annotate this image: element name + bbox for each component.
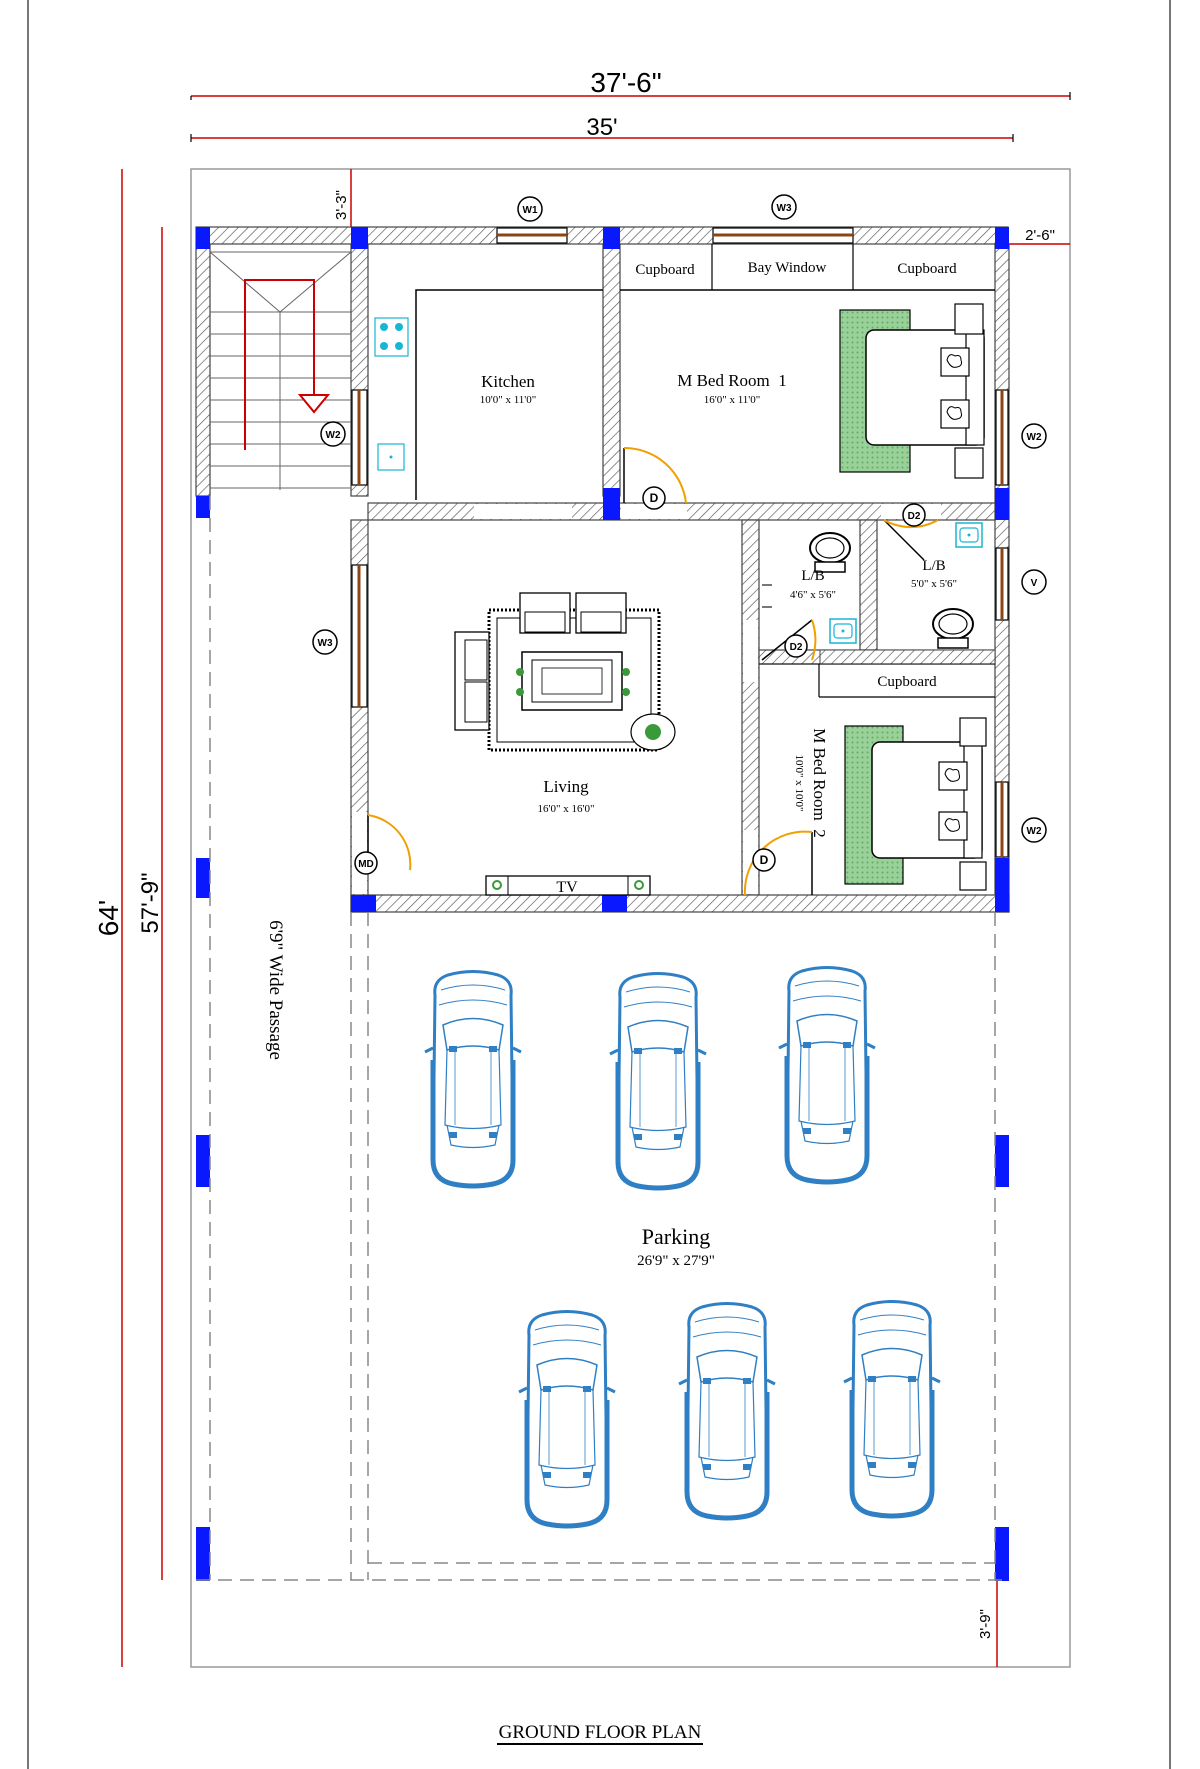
tag-w3-living-label: W3 (317, 638, 333, 649)
tag-md-label: MD (358, 859, 374, 870)
bed1-name: M Bed Room 1 (677, 371, 787, 390)
lb2-size: 5'0" x 5'6" (911, 578, 957, 590)
tag-d2-bottom-label: D2 (789, 642, 803, 653)
bay-window-label: Bay Window (747, 260, 827, 276)
tv-label: TV (556, 879, 578, 896)
tag-w2-bed1-label: W2 (1026, 432, 1042, 443)
stove-icon (375, 318, 408, 356)
car-icon (610, 974, 706, 1189)
side-table-icon (960, 718, 986, 746)
overall-width-label: 37'-6" (590, 67, 662, 98)
tag-w1-label: W1 (522, 205, 538, 216)
side-table-icon (955, 448, 983, 478)
parking-size: 26'9" x 27'9" (637, 1253, 715, 1269)
tag-w2-bed2-label: W2 (1026, 826, 1042, 837)
lb1-name: L/B (801, 568, 825, 584)
lb1-size: 4'6" x 5'6" (790, 589, 836, 601)
bottom-offset-label: 3'-9" (977, 1609, 994, 1639)
living-size: 16'0" x 16'0" (537, 803, 595, 815)
right-offset-label: 2'-6" (1025, 227, 1055, 244)
car-icon (679, 1304, 775, 1519)
car-icon (425, 972, 521, 1187)
car-icon (844, 1302, 940, 1517)
tag-w3-top-label: W3 (776, 203, 792, 214)
bed2-name: M Bed Room 2 (810, 728, 829, 838)
bed-room-2 (845, 718, 986, 890)
plan-title-text: GROUND FLOOR PLAN (498, 1722, 702, 1743)
kitchen-name: Kitchen (481, 372, 535, 391)
tag-d-bed2-label: D (759, 853, 769, 867)
side-table-icon (960, 862, 986, 890)
tag-d2-top-label: D2 (907, 511, 921, 522)
plan-title (0, 1722, 1200, 1744)
bed1-cupboard-right: Cupboard (897, 261, 957, 277)
toilet-icon (810, 533, 850, 572)
living-furniture (455, 593, 675, 750)
overall-depth-label: 64' (93, 899, 124, 937)
inner-width-label: 35' (586, 114, 618, 141)
bed1-size: 16'0" x 11'0" (703, 394, 761, 406)
toilet-icon (933, 609, 973, 648)
bed1-cupboard-left: Cupboard (635, 262, 695, 278)
lb2-name: L/B (922, 558, 946, 574)
basin-icon (956, 523, 982, 547)
tag-w2-kitchen-label: W2 (325, 430, 341, 441)
basin-icon (830, 619, 856, 643)
bed-room-1 (620, 244, 995, 478)
passage-label: 6'9" Wide Passage (265, 920, 286, 1060)
bed2-cupboard: Cupboard (877, 674, 937, 690)
parking-name: Parking (641, 1224, 711, 1249)
car-icon (779, 968, 875, 1183)
kitchen-size: 10'0" x 11'0" (479, 394, 537, 406)
side-table-icon (955, 304, 983, 334)
tag-d-bed1-label: D (649, 491, 659, 505)
top-offset-label: 3'-3" (333, 190, 350, 220)
staircase (210, 252, 351, 490)
living-name: Living (543, 777, 589, 796)
bed2-size: 10'0" x 10'0" (793, 754, 805, 812)
car-icon (519, 1312, 615, 1527)
tag-v-label: V (1030, 578, 1038, 589)
inner-depth-label: 57'-9" (137, 872, 164, 934)
